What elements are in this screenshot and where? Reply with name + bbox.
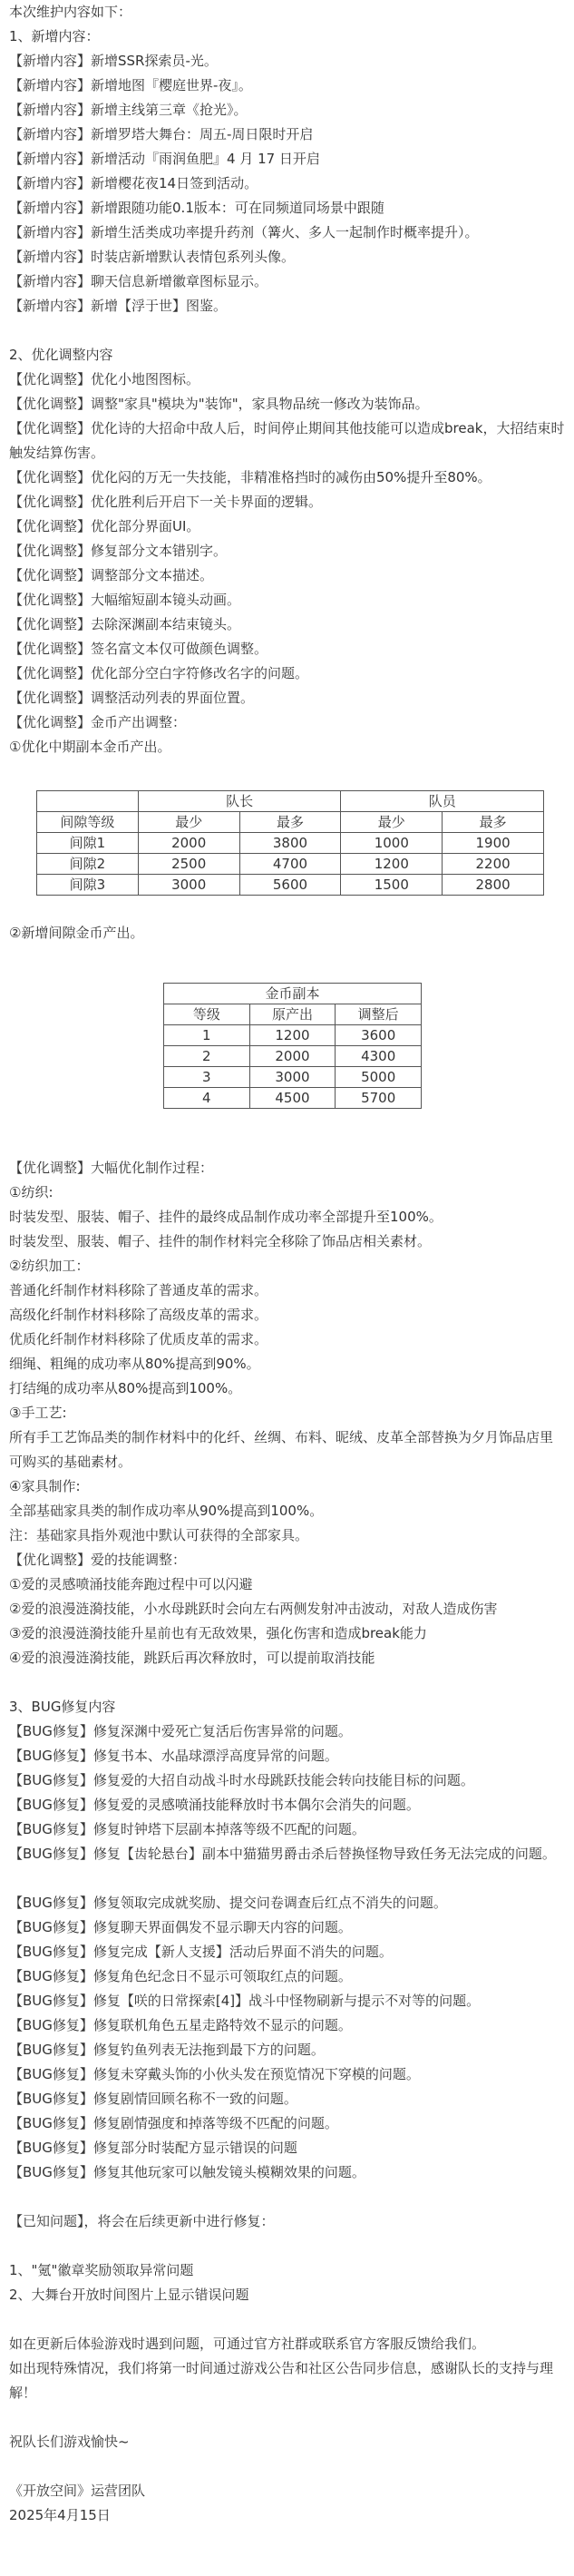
signature-team: 《开放空间》运营团队 [9, 2483, 146, 2499]
list-item: 【BUG修复】修复完成【新人支援】活动后界面不消失的问题。 [9, 1944, 393, 1960]
table-header: 队员 [341, 791, 544, 812]
list-item: 【BUG修复】修复书本、水晶球漂浮高度异常的问题。 [9, 1748, 338, 1764]
table-cell: 1900 [443, 833, 544, 854]
list-item: 【新增内容】新增生活类成功率提升药剂（篝火、多人一起制作时概率提升）。 [9, 224, 479, 240]
list-item: 普通化纤制作材料移除了普通皮革的需求。 [9, 1282, 268, 1298]
table-cell: 3000 [138, 875, 239, 896]
list-item: ④家具制作: [9, 1478, 81, 1494]
section-bug-fix [9, 1695, 565, 2185]
wish-line: 祝队长们游戏愉快~ [9, 2434, 130, 2450]
list-item: 【新增内容】新增樱花夜14日签到活动。 [9, 175, 258, 191]
table-header: 最多 [443, 812, 544, 833]
list-item: 【BUG修复】修复【齿轮悬台】副本中猫猫男爵击杀后替换怪物导致任务无法完成的问题。 [9, 1846, 556, 1862]
section-title: 1、新增内容： [9, 28, 100, 44]
table-cell: 5700 [336, 1088, 422, 1109]
table-cell: 3800 [239, 833, 341, 854]
list-item: 【优化调整】优化诗的大招命中敌人后，时间停止期间其他技能可以造成break，大招结束时触发结算伤害。 [9, 420, 565, 461]
list-item: 如在更新后体验游戏时遇到问题，可通过官方社群或联系官方客服反馈给我们。 [9, 2336, 486, 2352]
list-item: ④爱的浪漫涟漪技能，跳跃后再次释放时，可以提前取消技能 [9, 1650, 375, 1666]
list-item: 【BUG修复】修复【咲的日常探索[4]】战斗中怪物刷新与提示不对等的问题。 [9, 1993, 481, 2009]
table-header: 等级 [164, 1004, 250, 1025]
list-item: 【优化调整】大幅优化制作过程： [9, 1160, 214, 1176]
table-header: 最少 [341, 812, 443, 833]
known-list [9, 2258, 565, 2307]
list-item: 【优化调整】去除深渊副本结束镜头。 [9, 616, 241, 632]
section-list [9, 1719, 565, 2185]
list-item: 【优化调整】修复部分文本错别字。 [9, 543, 228, 559]
table-cell: 5000 [336, 1067, 422, 1088]
table-row [37, 854, 544, 875]
list-item: 细绳、粗绳的成功率从80%提高到90%。 [9, 1356, 260, 1372]
list-item: 【BUG修复】修复未穿戴头饰的小伙头发在预览情况下穿模的问题。 [9, 2066, 420, 2082]
list-item: 【BUG修复】修复爱的灵感喷涌技能释放时书本偶尔会消失的问题。 [9, 1797, 420, 1813]
list-item: 【BUG修复】修复剧情回顾名称不一致的问题。 [9, 2091, 297, 2107]
table-row [164, 1046, 422, 1067]
list-item: 如出现特殊情况，我们将第一时间通过游戏公告和社区公告同步信息，感谢队长的支持与理解！ [9, 2360, 554, 2401]
table-row [164, 1025, 422, 1046]
table-cell: 4 [164, 1088, 250, 1109]
list-item: 【新增内容】时装店新增默认表情包系列头像。 [9, 249, 296, 265]
closing-list [9, 2332, 565, 2405]
table-cell: 4500 [249, 1088, 336, 1109]
list-item: 【优化调整】调整部分文本描述。 [9, 567, 214, 583]
table-cell: 1000 [341, 833, 443, 854]
list-item: 【BUG修复】修复部分时装配方显示错误的问题 [9, 2140, 297, 2156]
table-cell: 4300 [336, 1046, 422, 1067]
section-optimization [9, 343, 565, 1670]
table-cell: 间隙3 [37, 875, 139, 896]
table-header: 队长 [138, 791, 341, 812]
table-header: 间隙等级 [37, 812, 139, 833]
list-item: 【新增内容】新增活动『雨润鱼肥』4 月 17 日开启 [9, 151, 320, 167]
list-item: 注：基础家具指外观池中默认可获得的全部家具。 [9, 1527, 309, 1543]
list-item: 2、大舞台开放时间图片上显示错误问题 [9, 2287, 249, 2303]
list-item: 【优化调整】优化部分界面UI。 [9, 518, 200, 534]
list-item: 【优化调整】签名富文本仅可做颜色调整。 [9, 641, 268, 657]
list-item: ①爱的灵感喷涌技能奔跑过程中可以闪避 [9, 1576, 253, 1592]
list-item: 【优化调整】调整"家具"模块为"装饰"，家具物品统一修改为装饰品。 [9, 396, 429, 412]
list-item: 【优化调整】大幅缩短副本镜头动画。 [9, 592, 241, 608]
list-item: 【BUG修复】修复深渊中爱死亡复活后伤害异常的问题。 [9, 1723, 352, 1739]
table-cell: 3 [164, 1067, 250, 1088]
table-cell: 4700 [239, 854, 341, 875]
list-item: 所有手工艺饰品类的制作材料中的化纤、丝绸、布料、昵绒、皮革全部替换为夕月饰品店里可购买的基础素材。 [9, 1429, 554, 1470]
list-item: 【新增内容】新增罗塔大舞台：周五-周日限时开启 [9, 126, 314, 142]
list-item: 【BUG修复】修复剧情强度和掉落等级不匹配的问题。 [9, 2115, 338, 2131]
section-list [9, 49, 565, 318]
gap-coin-table [36, 790, 544, 896]
list-item: ③爱的浪漫涟漪技能升星前也有无敌效果，强化伤害和造成break能力 [9, 1625, 427, 1641]
coin-dungeon-table [163, 983, 422, 1109]
table-cell: 1500 [341, 875, 443, 896]
list-item: 【新增内容】新增SSR探索员-光。 [9, 53, 218, 69]
list-item: ②纺织加工： [9, 1258, 90, 1274]
table-cell: 3000 [249, 1067, 336, 1088]
list-item: 高级化纤制作材料移除了高级皮革的需求。 [9, 1307, 268, 1323]
list-item: 【新增内容】聊天信息新增徽章图标显示。 [9, 273, 268, 289]
known-intro: 【已知问题】，将会在后续更新中进行修复： [9, 2213, 275, 2229]
list-item: 【新增内容】新增【浮于世】图鉴。 [9, 298, 228, 314]
list-item: 【新增内容】新增跟随功能0.1版本：可在同频道同场景中跟随 [9, 200, 384, 216]
list-item: ①纺织: [9, 1184, 54, 1200]
list-item: 【优化调整】优化部分空白字符修改名字的问题。 [9, 665, 309, 681]
list-item: ②爱的浪漫涟漪技能，小水母跳跃时会向左右两侧发射冲击波动，对敌人造成伤害 [9, 1601, 498, 1617]
section-title: 3、BUG修复内容 [9, 1699, 116, 1715]
list-item: 【BUG修复】修复领取完成就奖励、提交问卷调查后红点不消失的问题。 [9, 1895, 447, 1911]
table-row [164, 1088, 422, 1109]
table-header: 原产出 [249, 1004, 336, 1025]
table-row [37, 833, 544, 854]
table-header: 最多 [239, 812, 341, 833]
table-title: 金币副本 [164, 984, 422, 1004]
craft-list [9, 1156, 565, 1670]
list-item: ③手工艺: [9, 1405, 67, 1421]
list-item: 全部基础家具类的制作成功率从90%提高到100%。 [9, 1503, 324, 1519]
list-item: 优质化纤制作材料移除了优质皮革的需求。 [9, 1331, 268, 1347]
list-item: 1、"氪"徽章奖励领取异常问题 [9, 2262, 194, 2278]
table-cell: 2500 [138, 854, 239, 875]
list-item: 【优化调整】调整活动列表的界面位置。 [9, 690, 255, 706]
list-item: 【BUG修复】修复联机角色五星走路特效不显示的问题。 [9, 2017, 352, 2033]
table-cell: 5600 [239, 875, 341, 896]
list-item: 【BUG修复】修复时钟塔下层副本掉落等级不匹配的问题。 [9, 1821, 365, 1837]
table-cell: 1200 [249, 1025, 336, 1046]
header-line: 本次维护内容如下： [9, 4, 132, 20]
table-row [37, 875, 544, 896]
list-item: 【新增内容】新增主线第三章《抢光》。 [9, 102, 248, 118]
table-cell: 2200 [443, 854, 544, 875]
known-issues [9, 2209, 565, 2307]
table-cell: 2000 [249, 1046, 336, 1067]
table-header: 调整后 [336, 1004, 422, 1025]
sub-heading: ②新增间隙金币产出。 [9, 925, 144, 941]
signature-date: 2025年4月15日 [9, 2507, 111, 2523]
list-item: 【优化调整】优化小地图图标。 [9, 371, 200, 387]
table-cell: 2800 [443, 875, 544, 896]
list-item: 【优化调整】爱的技能调整： [9, 1552, 187, 1568]
list-item: 【优化调整】优化闷的万无一失技能，非精准格挡时的减伤由50%提升至80%。 [9, 469, 491, 485]
list-item: 【BUG修复】修复聊天界面偶发不显示聊天内容的问题。 [9, 1919, 352, 1935]
list-item: 时装发型、服装、帽子、挂件的最终成品制作成功率全部提升至100%。 [9, 1209, 443, 1225]
table-cell: 间隙1 [37, 833, 139, 854]
list-item: 时装发型、服装、帽子、挂件的制作材料完全移除了饰品店相关素材。 [9, 1233, 432, 1249]
table-cell: 间隙2 [37, 854, 139, 875]
table-cell: 2 [164, 1046, 250, 1067]
list-item: 【优化调整】优化胜利后开启下一关卡界面的逻辑。 [9, 494, 323, 510]
table-header: 最少 [138, 812, 239, 833]
table-cell: 1 [164, 1025, 250, 1046]
section-list [9, 367, 565, 735]
section-title: 2、优化调整内容 [9, 347, 113, 363]
list-item: 【优化调整】金币产出调整： [9, 714, 187, 730]
table-cell: 2000 [138, 833, 239, 854]
list-item: 【BUG修复】修复爱的大招自动战斗时水母跳跃技能会转向技能目标的问题。 [9, 1772, 474, 1788]
list-item: 【新增内容】新增地图『樱庭世界-夜』。 [9, 77, 252, 93]
list-item: 【BUG修复】修复角色纪念日不显示可领取红点的问题。 [9, 1968, 352, 1984]
list-item: 打结绳的成功率从80%提高到100%。 [9, 1380, 242, 1396]
sub-heading: ①优化中期副本金币产出。 [9, 739, 171, 755]
table-cell [37, 791, 139, 812]
list-item: 【BUG修复】修复钓鱼列表无法拖到最下方的问题。 [9, 2042, 325, 2058]
list-item: 【BUG修复】修复其他玩家可以触发镜头模糊效果的问题。 [9, 2164, 365, 2180]
table-row [164, 1067, 422, 1088]
table-cell: 3600 [336, 1025, 422, 1046]
section-new-content [9, 24, 565, 318]
table-cell: 1200 [341, 854, 443, 875]
